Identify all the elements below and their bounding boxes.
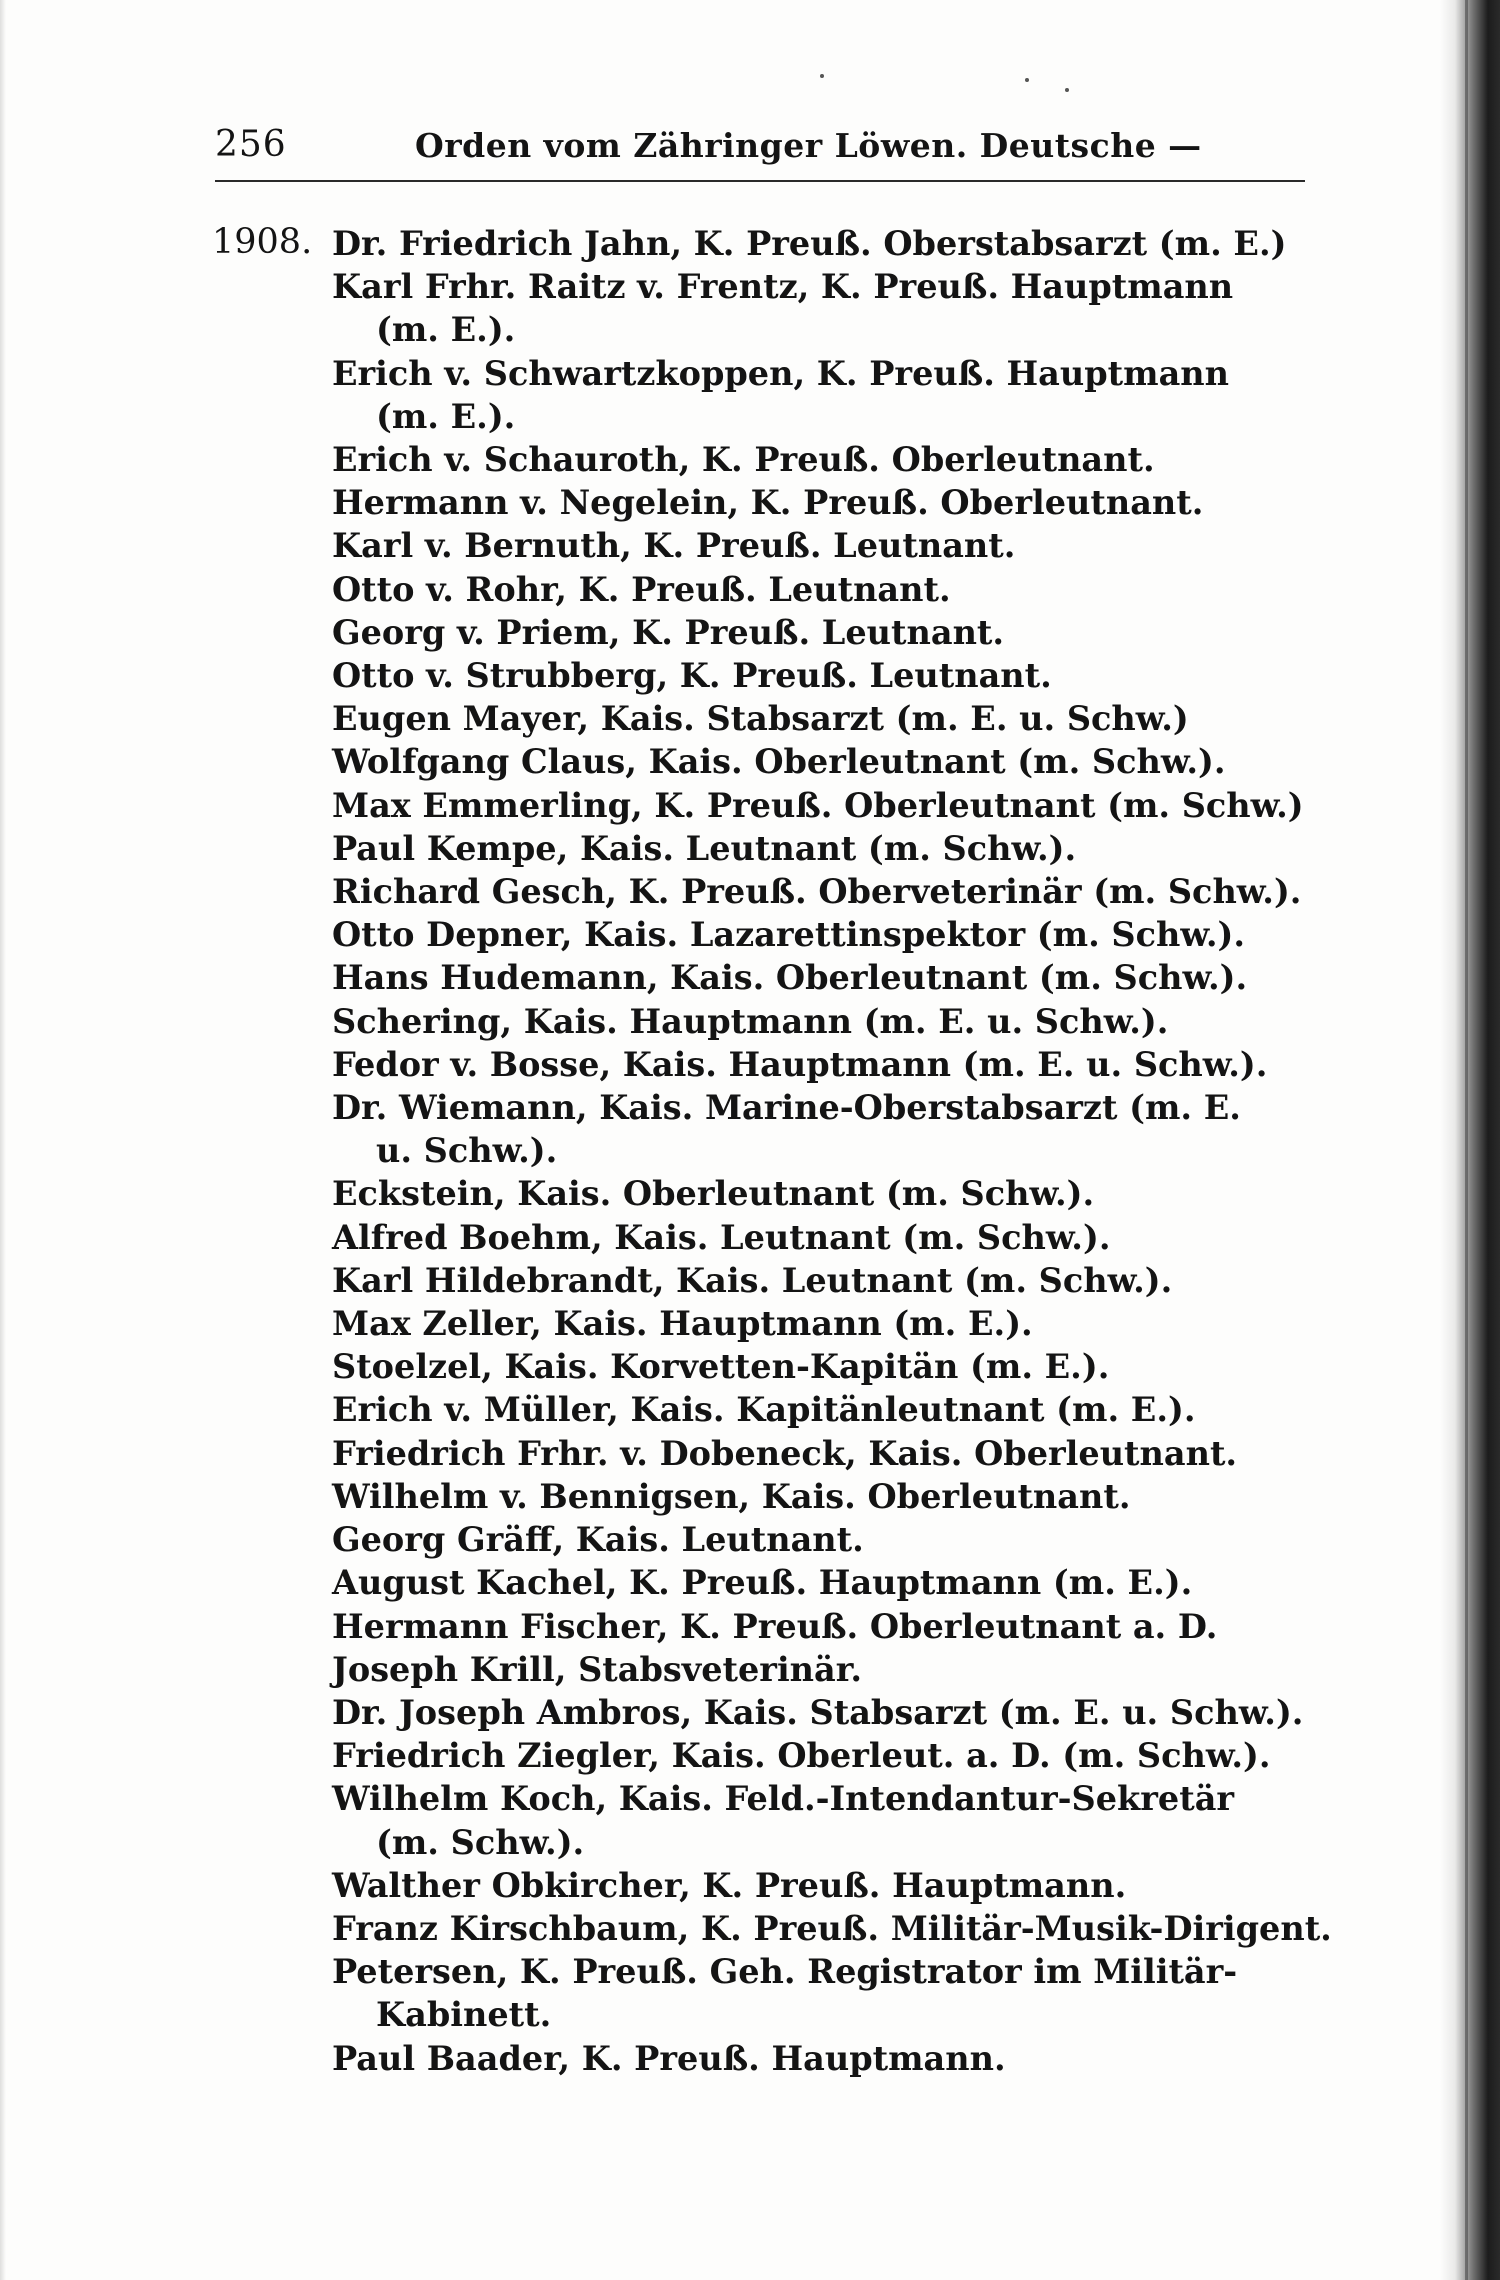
- page-edge-line: [1465, 0, 1468, 2280]
- list-item: [212, 568, 1322, 611]
- scan-speck: [1025, 78, 1029, 82]
- entry-text: Karl Frhr. Raitz v. Frentz, K. Preuß. Hauptmann: [332, 267, 1234, 307]
- entry-list: [212, 222, 1332, 2080]
- running-head: Orden vom Zähringer Löwen. Deutsche —: [415, 126, 1202, 165]
- entry-text: Georg Gräff, Kais. Leutnant.: [332, 1520, 864, 1560]
- entry-text: Eugen Mayer, Kais. Stabsarzt (m. E. u. Schw.): [332, 699, 1189, 739]
- list-item: [212, 913, 1322, 956]
- entry-text: Otto v. Rohr, K. Preuß. Leutnant.: [332, 569, 951, 609]
- entry-text: Hans Hudemann, Kais. Oberleutnant (m. Schw.).: [332, 958, 1248, 998]
- page-number: 256: [215, 124, 287, 165]
- scan-specks: [820, 60, 1080, 100]
- entry-text: Paul Baader, K. Preuß. Hauptmann.: [332, 2038, 1006, 2078]
- list-item: [212, 654, 1322, 697]
- entry-text: Friedrich Ziegler, Kais. Oberleut. a. D. (m. Schw.).: [332, 1736, 1271, 1776]
- entry-text: Joseph Krill, Stabsveterinär.: [332, 1649, 862, 1689]
- list-item: [212, 956, 1322, 999]
- entry-text: Erich v. Schauroth, K. Preuß. Oberleutnant.: [332, 440, 1155, 480]
- list-item: [212, 222, 1322, 265]
- entry-text: Wilhelm v. Bennigsen, Kais. Oberleutnant.: [332, 1476, 1131, 1516]
- list-item: [212, 1216, 1322, 1259]
- year-label: 1908.: [212, 222, 313, 262]
- list-item: [212, 1043, 1322, 1086]
- list-item: [212, 2037, 1322, 2080]
- entry-continuation: u. Schw.).: [376, 1131, 558, 1171]
- list-item: [212, 1000, 1322, 1043]
- entry-text: Richard Gesch, K. Preuß. Oberveterinär (m. Schw.).: [332, 872, 1302, 912]
- list-item: [212, 870, 1322, 913]
- list-item: [212, 1907, 1332, 1950]
- list-item: [212, 1864, 1322, 1907]
- entry-text: Alfred Boehm, Kais. Leutnant (m. Schw.).: [332, 1217, 1111, 1257]
- entry-text: Wolfgang Claus, Kais. Oberleutnant (m. Schw.).: [332, 742, 1226, 782]
- list-item: [212, 1648, 1322, 1691]
- list-item: [212, 1734, 1322, 1777]
- list-item: [212, 1086, 1322, 1172]
- entry-continuation: Kabinett.: [376, 1995, 552, 2035]
- entry-text: Hermann v. Negelein, K. Preuß. Oberleutnant.: [332, 483, 1204, 523]
- entry-continuation: (m. E.).: [376, 310, 516, 350]
- list-item: [212, 1518, 1322, 1561]
- entry-continuation: (m. E.).: [376, 396, 516, 436]
- entry-text: Wilhelm Koch, Kais. Feld.-Intendantur-Sekretär: [332, 1779, 1235, 1819]
- entry-text: Max Zeller, Kais. Hauptmann (m. E.).: [332, 1304, 1033, 1344]
- list-item: [212, 1605, 1322, 1648]
- entry-text: Karl Hildebrandt, Kais. Leutnant (m. Schw.).: [332, 1260, 1173, 1300]
- entry-text: Fedor v. Bosse, Kais. Hauptmann (m. E. u. Schw.).: [332, 1044, 1268, 1084]
- list-item: [212, 1172, 1322, 1215]
- entry-text: Otto v. Strubberg, K. Preuß. Leutnant.: [332, 656, 1052, 696]
- list-item: [212, 438, 1322, 481]
- list-item: [212, 352, 1322, 438]
- entry-text: Stoelzel, Kais. Korvetten-Kapitän (m. E.).: [332, 1347, 1110, 1387]
- entry-text: Eckstein, Kais. Oberleutnant (m. Schw.).: [332, 1174, 1095, 1214]
- entry-text: Petersen, K. Preuß. Geh. Registrator im Militär-: [332, 1952, 1238, 1992]
- entry-text: Georg v. Priem, K. Preuß. Leutnant.: [332, 612, 1005, 652]
- list-item: [212, 1777, 1322, 1863]
- list-item: [212, 1432, 1322, 1475]
- page-header: [215, 118, 1305, 178]
- list-item: [212, 1345, 1322, 1388]
- entry-text: Karl v. Bernuth, K. Preuß. Leutnant.: [332, 526, 1016, 566]
- list-item: [212, 740, 1322, 783]
- list-item: [212, 827, 1322, 870]
- entry-text: Friedrich Frhr. v. Dobeneck, Kais. Oberleutnant.: [332, 1433, 1238, 1473]
- entry-text: Erich v. Schwartzkoppen, K. Preuß. Hauptmann: [332, 353, 1229, 393]
- list-item: [212, 611, 1322, 654]
- list-item: [212, 784, 1322, 827]
- entry-text: Hermann Fischer, K. Preuß. Oberleutnant a. D.: [332, 1606, 1218, 1646]
- entry-text: Dr. Wiemann, Kais. Marine-Oberstabsarzt (m. E.: [332, 1088, 1241, 1128]
- list-item: [212, 524, 1322, 567]
- entry-text: Erich v. Müller, Kais. Kapitänleutnant (m. E.).: [332, 1390, 1196, 1430]
- page-left-edge: [0, 0, 6, 2280]
- list-item: [212, 1950, 1322, 2036]
- list-item: [212, 1388, 1322, 1431]
- scan-speck: [820, 74, 824, 78]
- list-item: [212, 481, 1322, 524]
- entry-text: Paul Kempe, Kais. Leutnant (m. Schw.).: [332, 828, 1077, 868]
- scan-speck: [1065, 88, 1069, 92]
- list-item: [212, 1475, 1322, 1518]
- list-item: [212, 1561, 1322, 1604]
- header-rule: [215, 180, 1305, 182]
- list-item: [212, 697, 1322, 740]
- entry-text: Schering, Kais. Hauptmann (m. E. u. Schw.).: [332, 1001, 1169, 1041]
- entry-continuation: (m. Schw.).: [376, 1822, 585, 1862]
- entry-text: Dr. Friedrich Jahn, K. Preuß. Oberstabsarzt (m. E.): [332, 224, 1287, 263]
- list-item: [212, 1691, 1322, 1734]
- entry-text: Max Emmerling, K. Preuß. Oberleutnant (m. Schw.): [332, 785, 1304, 825]
- list-item: [212, 1302, 1322, 1345]
- list-item: [212, 265, 1322, 351]
- entry-text: Walther Obkircher, K. Preuß. Hauptmann.: [332, 1865, 1127, 1905]
- list-item: [212, 1259, 1322, 1302]
- entry-text: August Kachel, K. Preuß. Hauptmann (m. E.).: [332, 1563, 1193, 1603]
- entry-text: Franz Kirschbaum, K. Preuß. Militär-Musik-Dirigent.: [332, 1908, 1332, 1948]
- book-gutter-shadow: [1440, 0, 1500, 2280]
- entry-text: Dr. Joseph Ambros, Kais. Stabsarzt (m. E. u. Schw.).: [332, 1692, 1304, 1732]
- entry-text: Otto Depner, Kais. Lazarettinspektor (m. Schw.).: [332, 915, 1246, 955]
